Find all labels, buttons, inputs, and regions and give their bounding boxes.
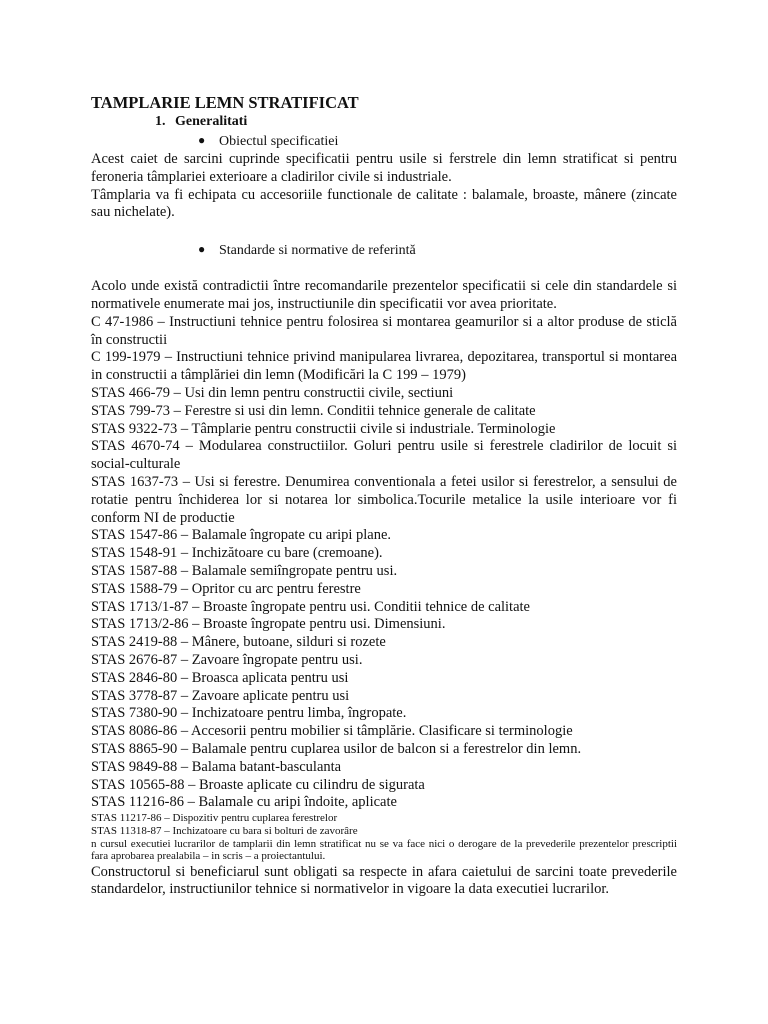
standard-item: STAS 1637-73 – Usi si ferestre. Denumirea conventionala a fetei usilor si ferestrelor, a sensului de rotatie pentru închiderea lor si notarea lor simbolica.Tocurile metalice la usile interioare vor fi conform NI de productie: [91, 473, 677, 526]
standard-item: STAS 2846-80 – Broasca aplicata pentru usi: [91, 669, 349, 686]
standard-item: STAS 7380-90 – Inchizatoare pentru limba, îngropate.: [91, 705, 407, 722]
standard-item: STAS 10565-88 – Broaste aplicate cu cilindru de sigurata: [91, 776, 425, 793]
section-number: 1.: [155, 114, 166, 129]
standard-item: C 199-1979 – Instructiuni tehnice privind manipularea livrarea, depozitarea, transportul si montarea in constructii a tâmplăriei din lemn (Modificări la C 199 – 1979): [91, 349, 677, 384]
standard-item: STAS 9849-88 – Balama batant-basculanta: [91, 758, 342, 775]
small-standard-item: STAS 11318-87 – Inchizatoare cu bara si bolturi de zavorâre: [91, 824, 358, 837]
bullet-label: Standarde si normative de referintă: [219, 243, 416, 259]
intro-paragraph: Tâmplaria va fi echipata cu accesoriile functionale de calitate : balamale, broaste, mânere (zincate sau nichelate).: [91, 186, 677, 221]
standard-item: STAS 1713/2-86 – Broaste îngropate pentru usi. Dimensiuni.: [91, 616, 446, 633]
standard-item: STAS 1548-91 – Inchizătoare cu bare (cremoane).: [91, 545, 383, 562]
standard-item: STAS 2676-87 – Zavoare îngropate pentru usi.: [91, 651, 363, 668]
standard-item: STAS 1713/1-87 – Broaste îngropate pentru usi. Conditii tehnice de calitate: [91, 598, 530, 615]
standard-item: STAS 466-79 – Usi din lemn pentru constructii civile, sectiuni: [91, 384, 454, 401]
standard-item: STAS 1587-88 – Balamale semiîngropate pentru usi.: [91, 562, 398, 579]
priority-paragraph: Acolo unde există contradictii între recomandarile prezentelor specificatii si cele din standardele si normativele enumerate mai jos, instructiunile din specificatii vor avea prioritate.: [91, 278, 677, 312]
standard-item: STAS 8086-86 – Accesorii pentru mobilier si tâmplărie. Clasificare si terminologie: [91, 723, 573, 740]
bullet-item-standards: [198, 240, 677, 260]
document-body: [91, 93, 677, 898]
section-label: Generalitati: [175, 114, 248, 129]
derogation-note: n cursul executiei lucrarilor de tamplarii din lemn stratificat nu se va face nici o derogare de la prevederile prezentelor prescriptii fara aprobarea prealabila – in scris – a proiectantului.: [91, 837, 677, 863]
small-standards-list: [91, 812, 677, 838]
standard-item: STAS 2419-88 – Mânere, butoane, silduri si rozete: [91, 634, 386, 651]
intro-paragraph: Acest caiet de sarcini cuprinde specificatii pentru usile si ferstrele din lemn stratificat si pentru feroneria tâmplariei exterioare a cladirilor civile si industriale.: [91, 151, 677, 185]
bullet-item-objective: [198, 131, 677, 151]
spacer: [91, 222, 677, 240]
spacer: [91, 260, 677, 278]
section-heading: [155, 113, 677, 131]
standard-item: C 47-1986 – Instructiuni tehnice pentru folosirea si montarea geamurilor si a altor produse de sticlă în constructii: [91, 313, 677, 348]
standard-item: STAS 11216-86 – Balamale cu aripi îndoite, aplicate: [91, 794, 397, 811]
standard-item: STAS 4670-74 – Modularea constructiilor. Goluri pentru usile si ferestrele cladirilor de locuit si social-culturale: [91, 438, 677, 473]
standard-item: STAS 799-73 – Ferestre si usi din lemn. Conditii tehnice generale de calitate: [91, 402, 536, 419]
bullet-dot-icon: ●: [198, 133, 206, 147]
final-paragraph: Constructorul si beneficiarul sunt obligati sa respecte in afara caietului de sarcini toate prevederile standardelor, instructiunilor tehnice si normativelor in vigoare la data executiei lucrarilor.: [91, 864, 677, 898]
standard-item: STAS 9322-73 – Tâmplarie pentru constructii civile si industriale. Terminologie: [91, 420, 556, 437]
standard-item: STAS 8865-90 – Balamale pentru cuplarea usilor de balcon si a ferestrelor din lemn.: [91, 740, 582, 757]
small-standard-item: STAS 11217-86 – Dispozitiv pentru cuplarea ferestrelor: [91, 812, 338, 825]
document-title: TAMPLARIE LEMN STRATIFICAT: [91, 93, 359, 112]
standard-item: STAS 1588-79 – Opritor cu arc pentru ferestre: [91, 580, 361, 597]
standard-item: STAS 1547-86 – Balamale îngropate cu aripi plane.: [91, 527, 392, 544]
bullet-label: Obiectul specificatiei: [219, 134, 339, 149]
standards-list: [91, 314, 677, 812]
standard-item: STAS 3778-87 – Zavoare aplicate pentru usi: [91, 687, 350, 704]
bullet-dot-icon: ●: [198, 242, 206, 257]
